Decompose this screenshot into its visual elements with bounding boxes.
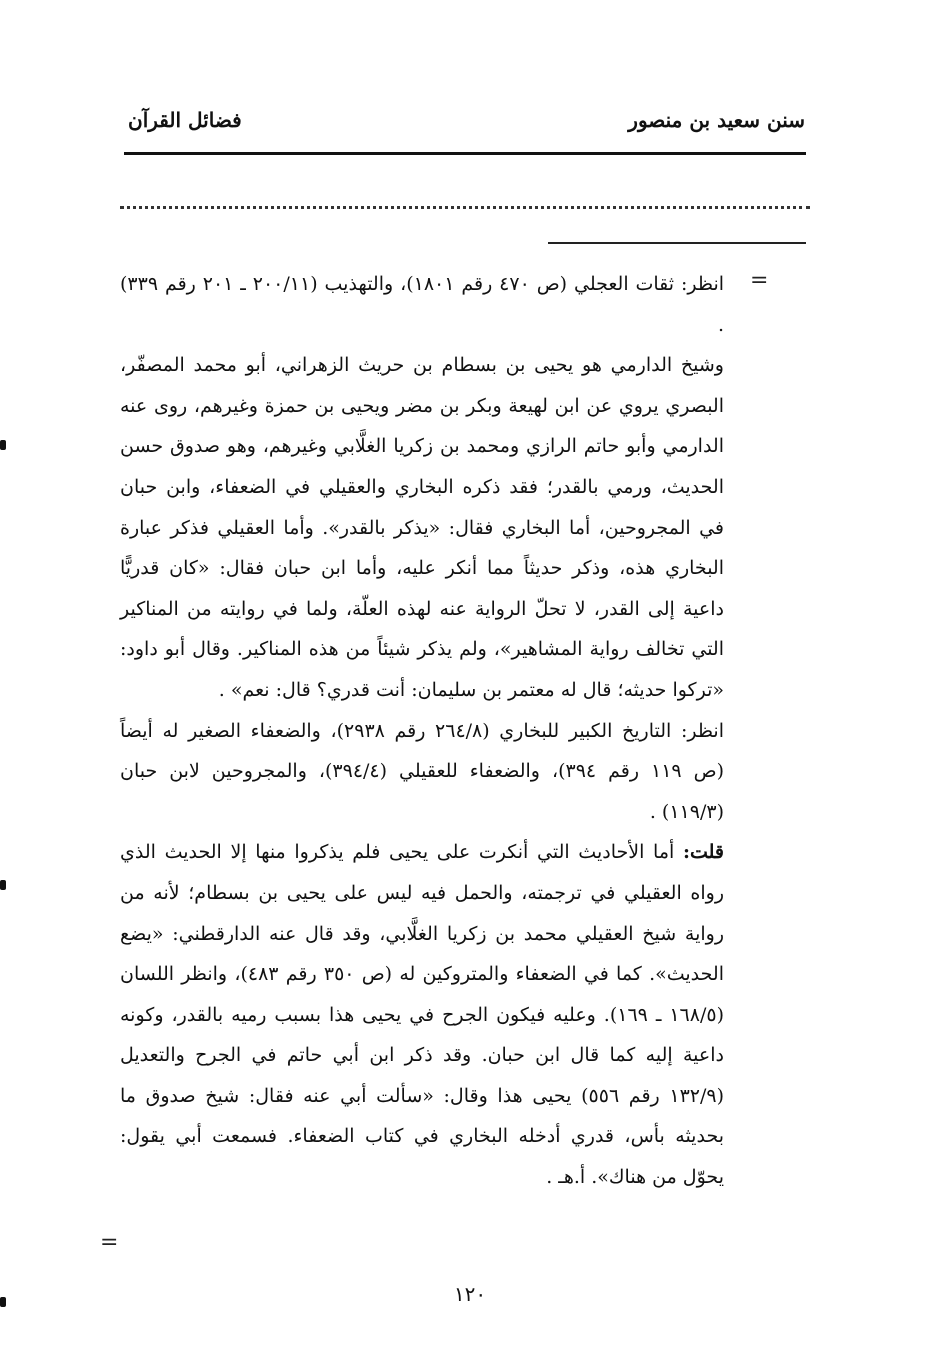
paragraph-lead-qult: قلت:	[682, 841, 724, 864]
footnote-paragraph	[120, 832, 724, 1197]
running-header	[120, 108, 805, 148]
paragraph-text: انظر: ثقات العجلي (ص ٤٧٠ رقم ١٨٠١)، والتهذيب (٢٠٠/١١ ـ ٢٠١ رقم ٣٣٩) .	[120, 273, 725, 336]
footnote-paragraph	[120, 345, 724, 710]
header-rule	[124, 152, 806, 155]
scan-mark	[0, 1297, 6, 1307]
chapter-title: فضائل القرآن	[128, 108, 242, 132]
footnote-paragraph	[120, 711, 724, 833]
dotted-separator	[120, 206, 810, 209]
continuation-mark-top: =	[750, 268, 769, 293]
footnote-paragraph	[120, 264, 724, 345]
footnote-separator	[548, 242, 806, 244]
footnote-body	[120, 264, 724, 1198]
page-number: ١٢٠	[453, 1282, 487, 1306]
scan-mark	[0, 880, 6, 890]
paragraph-text: أما الأحاديث التي أنكرت على يحيى فلم يذكروا منها إلا الحديث الذي رواه العقيلي في ترجمته، والحمل فيه ليس على يحيى بن بسطام؛ لأنه من رواية شيخ العقيلي محمد بن زكريا الغلَّابي، وقد قال عنه الدارقطني: «يضع الحديث». كما في الضعفاء والمتروكين له (ص ٣٥٠ رقم ٤٨٣)، وانظر اللسان (١٦٨/٥ ـ ١٦٩). وعليه فيكون الجرح في يحيى هذا بسبب رميه بالقدر، وكونه داعية إليه كما قال ابن حبان. وقد ذكر ابن أبي حاتم في الجرح والتعديل (١٣٢/٩ رقم ٥٥٦) يحيى هذا وقال: «سألت أبي عنه فقال: شيخ صدوق ما بحديثه بأس، قدري أدخله البخاري في كتاب الضعفاء. فسمعت أبي يقول: يحوّل من هناك». أ.هـ .	[120, 841, 725, 1189]
paragraph-text: انظر: التاريخ الكبير للبخاري (٢٦٤/٨ رقم ٢٩٣٨)، والضعفاء الصغير له أيضاً (ص ١١٩ رقم ٣٩٤)، والضعفاء للعقيلي (٣٩٤/٤)، والمجروحين لابن حبان (١١٩/٣) .	[120, 719, 724, 823]
scan-mark	[0, 440, 6, 450]
continuation-mark-bottom: =	[100, 1230, 119, 1255]
book-title: سنن سعيد بن منصور	[628, 108, 805, 132]
paragraph-text: وشيخ الدارمي هو يحيى بن بسطام بن حريث الزهراني، أبو محمد المصفّر، البصري يروي عن ابن لهيعة وبكر بن مضر ويحيى بن حمزة وغيرهم، روى عنه الدارمي وأبو حاتم الرازي ومحمد بن زكريا الغلَّابي وغيرهم، وهو صدوق حسن الحديث، ورمي بالقدر؛ فقد ذكره البخاري والعقيلي في الضعفاء، وابن حبان في المجروحين، أما البخاري فقال: «يذكر بالقدر». وأما العقيلي فذكر عبارة البخاري هذه، وذكر حديثاً مما أنكر عليه، وأما ابن حبان فقال: «كان قدريًّا داعية إلى القدر، لا تحلّ الرواية عنه لهذه العلّة، ولما في روايته من المناكير التي تخالف رواية المشاهير»، ولم يذكر شيئاً من هذه المناكير. وقال أبو داود: «تركوا حديثه؛ قال له معتمر بن سليمان: أنت قدري؟ قال: نعم» .	[120, 354, 724, 701]
